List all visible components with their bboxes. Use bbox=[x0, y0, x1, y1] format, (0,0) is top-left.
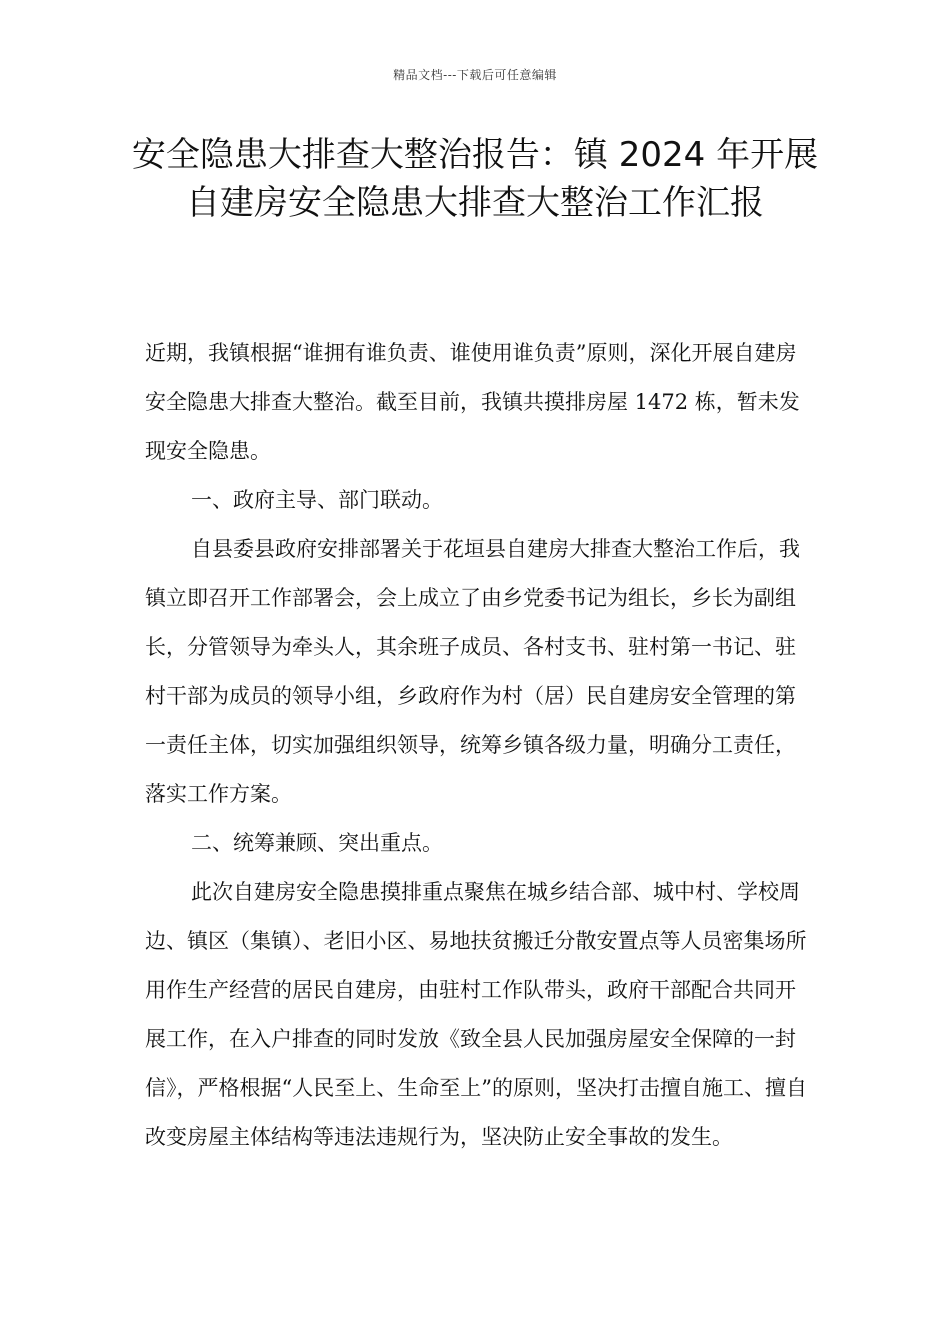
paragraph-section-2: 此次自建房安全隐患摸排重点聚焦在城乡结合部、城中村、学校周边、镇区（集镇）、老旧小区、易地扶贫搬迁分散安置点等人员密集场所用作生产经营的居民自建房，由驻村工作队带头，政府干部配合共同开展工作，在入户排查的同时发放《致全县人民加强房屋安全保障的一封信》，严格根据“人民至上、生命至上”的原则，坚决打击擅自施工、擅自改变房屋主体结构等违法违规行为，坚决防止安全事故的发生。 bbox=[145, 880, 807, 1149]
header-note: 精品文档---下载后可任意编辑 bbox=[393, 68, 557, 82]
paragraph-intro: 近期，我镇根据“谁拥有谁负责、谁使用谁负责”原则，深化开展自建房安全隐患大排查大整治。截至目前，我镇共摸排房屋 1472 栋，暂未发现安全隐患。 bbox=[145, 341, 800, 463]
section-heading-2: 二、统筹兼顾、突出重点。 bbox=[191, 831, 443, 855]
paragraph-section-1: 自县委县政府安排部署关于花垣县自建房大排查大整治工作后，我镇立即召开工作部署会，会上成立了由乡党委书记为组长，乡长为副组长，分管领导为牵头人，其余班子成员、各村支书、驻村第一书记、驻村干部为成员的领导小组，乡政府作为村（居）民自建房安全管理的第一责任主体，切实加强组织领导，统筹乡镇各级力量，明确分工责任，落实工作方案。 bbox=[145, 537, 800, 806]
section-heading-1: 一、政府主导、部门联动。 bbox=[191, 488, 443, 512]
document-body bbox=[145, 329, 810, 1162]
document-title: 安全隐患大排查大整治报告：镇 2024 年开展自建房安全隐患大排查大整治工作汇报 bbox=[131, 135, 819, 223]
